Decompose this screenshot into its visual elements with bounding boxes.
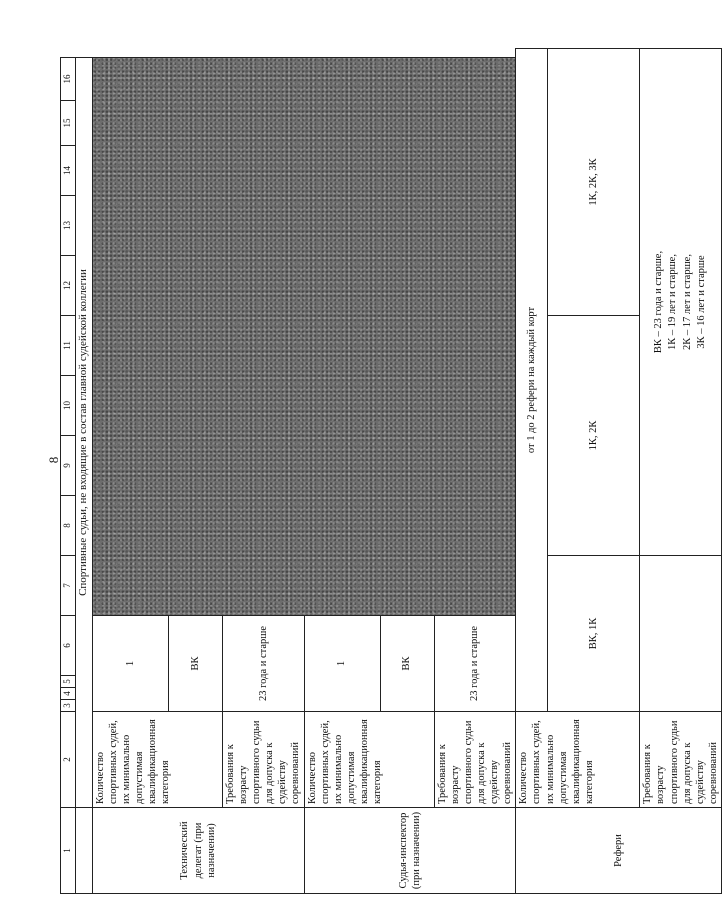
count-value: 1 <box>304 616 380 712</box>
age-label: Требования к возрасту спортивного судьи для допуска к судейству соревнований <box>222 712 304 808</box>
rotated-table-container <box>60 48 719 894</box>
col-num: 1 <box>61 808 76 894</box>
age-label: Требования к возрасту спортивного судьи для допуска к судейству соревнований <box>640 712 722 808</box>
page-number: 8 <box>46 456 61 464</box>
age-line: 1К – 19 лет и старше, <box>667 254 679 350</box>
age-line: ВК – 23 года и старше, <box>653 250 665 354</box>
category-b: 1К, 2К <box>548 316 640 556</box>
role-judge-inspector: Судья-инспектор (при назначении) <box>304 808 516 894</box>
category-a: ВК, 1К <box>548 556 640 712</box>
col-num: 11 <box>61 316 76 376</box>
role-referee: Рефери <box>516 808 722 894</box>
col-num: 5 <box>61 676 76 688</box>
col-num: 4 <box>61 688 76 700</box>
col-num: 15 <box>61 101 76 146</box>
age-line: 2К – 17 лет и старше, <box>681 254 693 350</box>
referee-requirements-table <box>60 48 722 894</box>
scan-artifact <box>572 12 632 32</box>
age-label: Требования к возрасту спортивного судьи для допуска к судейству соревнований <box>434 712 516 808</box>
col-num: 16 <box>61 58 76 101</box>
col-num: 8 <box>61 496 76 556</box>
col-num: 14 <box>61 146 76 196</box>
count-value: 1 <box>92 616 168 712</box>
col-num: 3 <box>61 700 76 712</box>
count-label: Количество спортивных судей, их минимально допустимая квалификационная категория <box>516 712 640 808</box>
count-label: Количество спортивных судей, их минимально допустимая квалификационная категория <box>92 712 222 808</box>
role-technical-delegate: Технический делегат (при назначении) <box>92 808 304 894</box>
category-value: ВК <box>168 616 222 712</box>
age-value: 23 года и старше <box>434 616 516 712</box>
column-number-row <box>61 49 76 894</box>
age-lines <box>640 49 722 556</box>
col-num: 10 <box>61 376 76 436</box>
col-num: 13 <box>61 196 76 256</box>
col-num: 6 <box>61 616 76 676</box>
count-label: Количество спортивных судей, их минимально допустимая квалификационная категория <box>304 712 434 808</box>
age-value: 23 года и старше <box>222 616 304 712</box>
col-num: 2 <box>61 712 76 808</box>
table-row <box>640 49 722 894</box>
count-value: от 1 до 2 рефери на каждый корт <box>516 49 548 712</box>
shaded-region <box>92 58 516 616</box>
table-row <box>516 49 548 894</box>
table-row <box>92 49 168 894</box>
category-c: 1К, 2К, 3К <box>548 49 640 316</box>
section-header: Спортивные судьи, не входящие в состав главной судейской коллегии <box>76 58 93 808</box>
section-header-row <box>76 49 93 894</box>
col-num: 12 <box>61 256 76 316</box>
col-num: 7 <box>61 556 76 616</box>
category-value: ВК <box>380 616 434 712</box>
age-line: 3К – 16 лет и старше <box>695 255 707 349</box>
col-num: 9 <box>61 436 76 496</box>
